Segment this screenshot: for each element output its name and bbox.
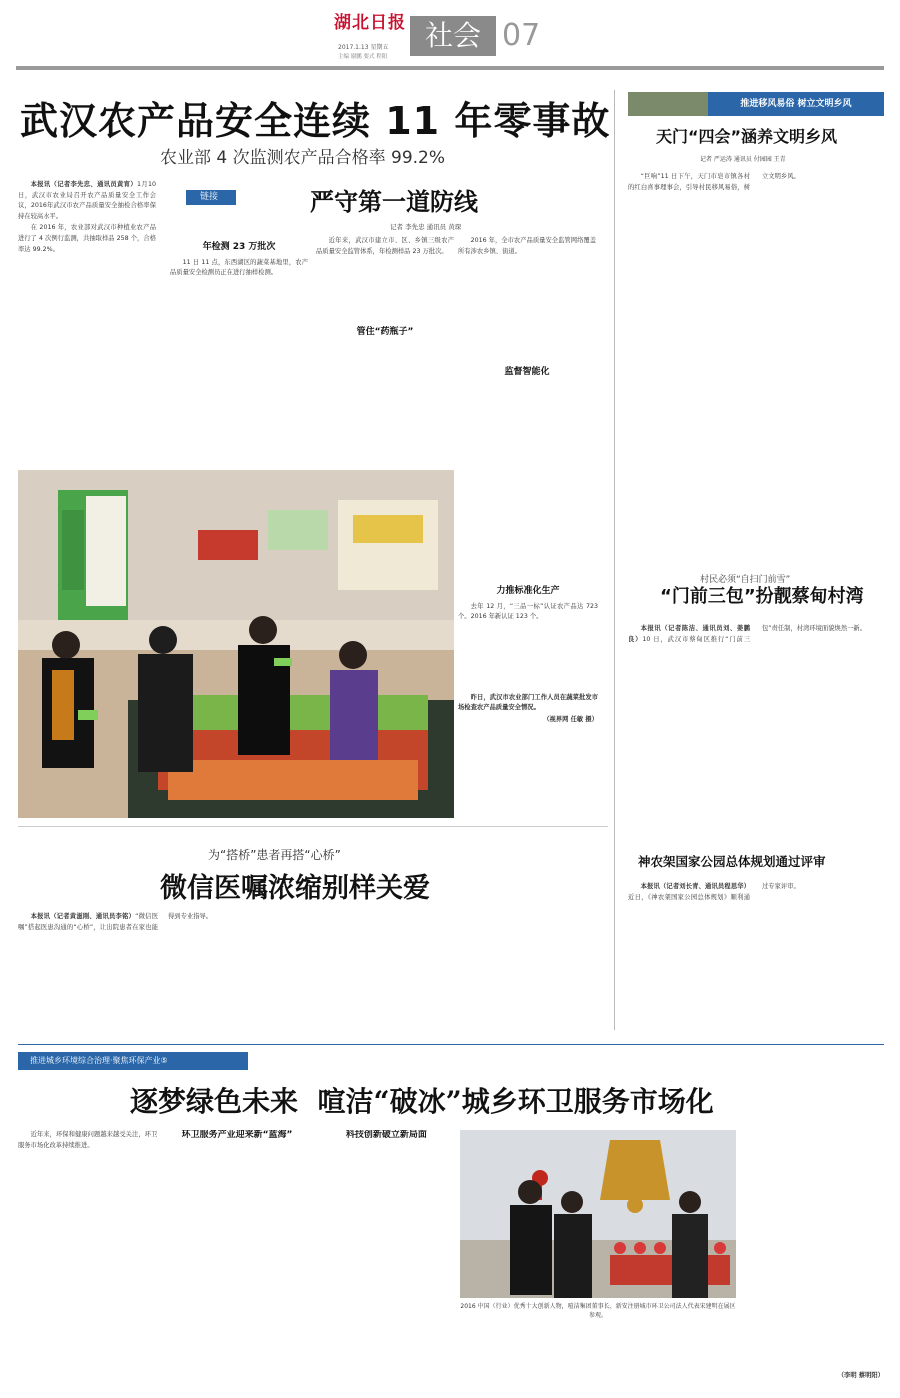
feature-col-3 [458,236,596,466]
side1-text: “巨响”11 日下午，天门市皂市镇各村的红白喜事理事会，引导村民移风易俗，树立文明乡风。 [628,173,800,191]
story2-body [18,912,608,1036]
side2-headline: “门前三包”扮靓蔡甸村湾 [660,586,864,607]
side3-text: 近日，《神农架国家公园总体规划》顺利通过专家评审。 [628,883,800,901]
issue-date: 2017.1.13 星期五 [338,44,389,51]
lead-intro-text-2: 在 2016 年，农业部对武汉市种植业农产品进行了 4 次例行监测，共抽取样品 258 个，合格率达 99.2%。 [18,224,156,253]
story3-banner-text: 推进城乡环境综合治理·聚焦环保产业⑤ [30,1056,168,1065]
story3-col-mid [460,1326,736,1392]
feature-subhead-4: 力推标准化生产 [496,586,560,596]
ceremony-caption [460,1302,736,1322]
feature-byline: 记者 李先忠 通讯员 黄琛 [390,223,462,231]
side1-body [628,172,884,564]
side1-banner-text: 推进移风易俗 树立文明乡风 [740,99,852,109]
feature-col-4-text: 去年 12 月，“三品一标”认证农产品达 723 个。2016 年新认证 123 个。 [458,602,598,621]
feature-col-2-text: 近年来，武汉市建立市、区、乡镇三级农产品质量安全监管体系，年检测样品 23 万批次。 [316,237,454,255]
lead-intro-byline: 本报讯（记者李先忠、通讯员黄宵） [30,181,137,188]
story2-byline: 本报讯（记者黄滋刚、通讯员李铭） [30,913,136,920]
side2-body [628,624,884,840]
side1-headline: 天门“四会”涵养文明乡风 [656,127,838,146]
lead-intro-text: 1月10日，武汉市农业局召开农产品质量安全工作会议，2016年武汉市农产品质量安全抽检合格率保持在较高水平。 [18,181,156,220]
side2-byline: 本报讯（记者陈洁、通讯员刘、姜鹏良） [628,625,750,643]
story3-subhead-2: 科技创新破立新局面 [345,1130,427,1140]
story2-headline: 微信医嘱浓缩别样关爱 [160,873,430,904]
story2-kicker: 为“搭桥”患者再搭“心桥” [208,848,341,862]
story3-rule [18,1044,884,1045]
photo-caption: 昨日，武汉市农业部门工作人员在蔬菜批发市场检查农产品质量安全情况。 [458,693,598,712]
section-name: 社会 [424,19,481,52]
ceremony-caption-text: 2016 中国（行业）优秀十大创新人物，喧洁集团董事长、新安注册城市环卫公司法人代表宋建明在展区参观。 [460,1303,736,1319]
story2-text: “微信医嘱”搭起医患沟通的“心桥”，让出院患者在家也能得到专业指导。 [18,913,213,931]
link-tag [186,190,236,205]
feature-subhead-3: 监督智能化 [504,367,550,378]
lead-headline: 武汉农产品安全连续 11 年零事故 [20,99,611,143]
feature-col-1 [170,236,308,462]
feature-subhead-2: 管住“药瓶子” [356,327,414,338]
feature-headline: 严守第一道防线 [310,187,478,216]
editors: 主编 谢鹏 要式 程阳 [338,54,388,60]
side1-banner [708,92,884,116]
story2-rule [18,826,608,827]
story3-subhead-1: 环卫服务产业迎来新“蓝海” [181,1130,293,1140]
feature-col-2 [316,236,454,462]
feature-subhead-1: 年检测 23 万批次 [202,242,276,252]
side3-byline: 本报讯（记者刘长青、通讯员程思华） [640,883,750,890]
story3-text: 近年来，环保和健康问题越来越受关注，环卫服务市场化改革持续推进。 [18,1131,158,1149]
side3-body [628,882,884,1034]
ceremony-photo [460,1130,736,1298]
side1-byline: 记者 严运涛 通讯员 付园园 王青 [700,156,786,163]
masthead [330,8,570,63]
feature-col-3-text: 2016 年，全市农产品质量安全监管网络覆盖所有涉农乡镇、街道。 [458,237,596,255]
newspaper-logo: 湖北日报 [334,13,406,33]
story3-banner [18,1052,248,1070]
side2-text: 10 日，武汉市蔡甸区推行“门前三包”责任制，村湾环境面貌焕然一新。 [642,625,867,643]
story3-headline: 逐梦绿色未来 喧洁“破冰”城乡环卫服务市场化 [130,1085,714,1118]
side2-kicker: 村民必须“自扫门前雪” [700,575,791,585]
side3-headline: 神农架国家公园总体规划通过评审 [638,854,826,869]
column-divider [614,90,615,1030]
header-rule [16,66,884,70]
side1-banner-image [628,92,708,116]
story3-col-right [744,1130,884,1392]
lead-subheadline: 农业部 4 次监测农产品合格率 99.2% [160,148,446,168]
link-tag-label: 链接 [200,192,219,202]
market-photo [18,470,454,818]
page-number: 07 [502,18,541,53]
lead-intro-column [18,180,156,462]
feature-col-4 [458,580,598,820]
feature-col-1-text: 11 日 11 点，东西湖区的蔬菜基地里，农产品质量安全检测员正在进行抽样检测。 [170,258,308,277]
photo-credit: （视界网 任敏 摄） [543,715,598,723]
story3-credit: （李明 蔡明阳） [837,1371,884,1379]
section-badge [410,16,496,56]
story3-col-left [18,1130,456,1390]
